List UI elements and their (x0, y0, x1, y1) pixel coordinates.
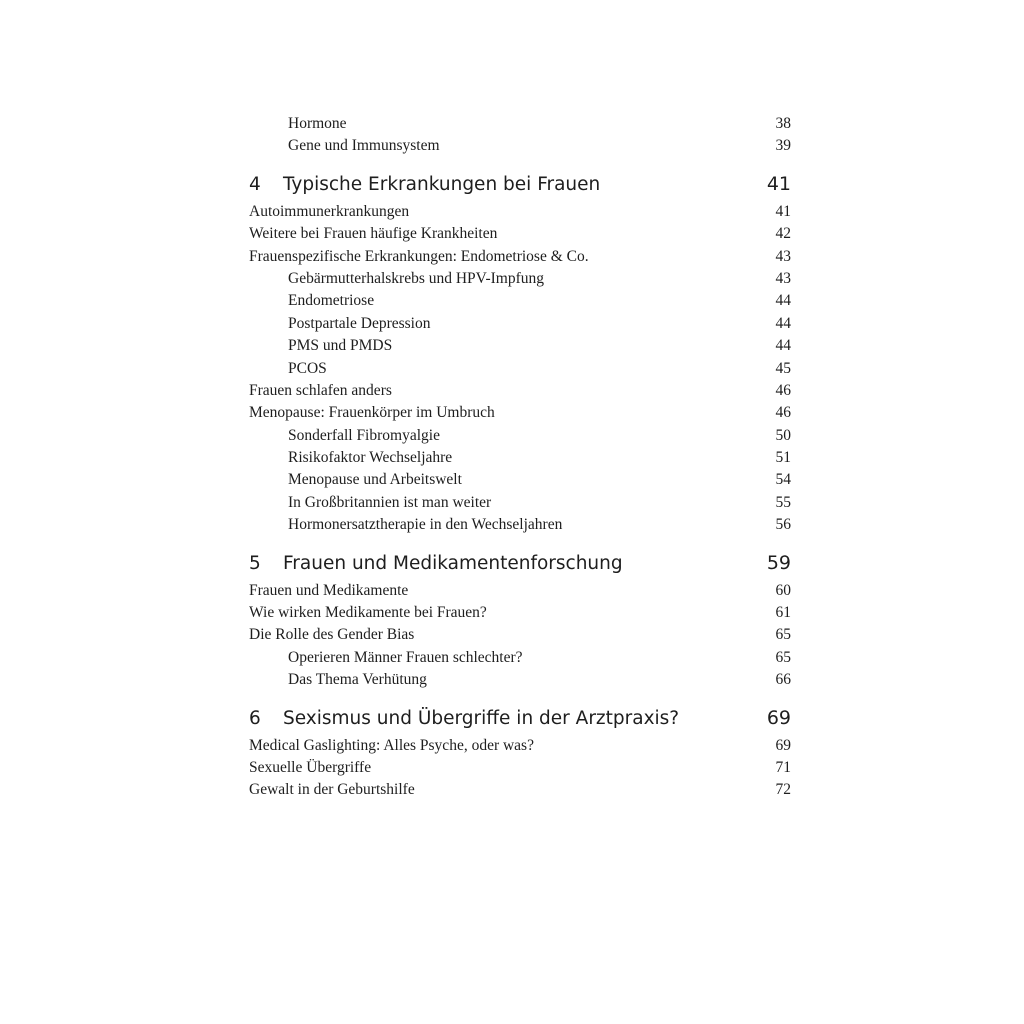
entry-title: Risikofaktor Wechseljahre (288, 449, 453, 467)
entry-title: Autoimmunerkrankungen (249, 202, 410, 220)
entry-page-number: 38 (775, 115, 791, 132)
chapter-number: 5 (249, 552, 261, 574)
entry-title: Sonderfall Fibromyalgie (288, 426, 440, 444)
entry-title: Die Rolle des Gender Bias (249, 626, 415, 644)
entry-title: Gewalt in der Geburtshilfe (249, 781, 415, 799)
toc-subsection-entry (249, 492, 791, 514)
entry-page-number: 55 (775, 493, 791, 511)
toc-subsection-entry (249, 268, 791, 290)
toc-subsection-entry (249, 335, 791, 357)
entry-title: Menopause und Arbeitswelt (288, 471, 462, 489)
entry-page-number: 50 (775, 426, 791, 444)
chapter-page-number: 59 (766, 551, 791, 574)
toc-section-entry (249, 201, 791, 223)
entry-page-number: 61 (775, 604, 791, 622)
entry-page-number: 60 (775, 581, 791, 599)
toc-section-entry (249, 757, 791, 779)
toc-section-entry (249, 580, 791, 602)
entry-page-number: 54 (775, 471, 791, 489)
entry-page-number: 46 (775, 404, 791, 422)
entry-title: Gene und Immunsystem (288, 137, 440, 155)
entry-title: Endometriose (288, 292, 375, 310)
entry-title: Gebärmutterhalskrebs und HPV-Impfung (288, 269, 544, 287)
chapter-heading (249, 550, 791, 576)
toc-subsection-entry (249, 447, 791, 469)
chapter-title: Sexismus und Übergriffe in der Arztpraxis? (283, 707, 680, 729)
entry-page-number: 65 (775, 626, 791, 644)
toc-subsection-entry (249, 135, 791, 157)
entry-title: Weitere bei Frauen häufige Krankheiten (249, 225, 498, 243)
entry-title: Hormonersatztherapie in den Wechseljahren (288, 516, 563, 534)
toc-section-entry (249, 602, 791, 624)
entry-page-number: 46 (775, 381, 791, 399)
entry-title: Sexuelle Übergriffe (249, 758, 372, 776)
entry-title: Menopause: Frauenkörper im Umbruch (249, 404, 495, 422)
chapter-title: Frauen und Medikamentenforschung (283, 552, 623, 574)
entry-title: Postpartale Depression (288, 314, 431, 332)
entry-title: Das Thema Verhütung (288, 671, 427, 689)
entry-page-number: 66 (775, 671, 791, 689)
toc-section-entry (249, 402, 791, 424)
entry-title: In Großbritannien ist man weiter (288, 493, 492, 511)
toc-subsection-entry (249, 425, 791, 447)
entry-page-number: 44 (775, 292, 791, 310)
chapter-heading-label (249, 172, 600, 198)
chapter-title: Typische Erkrankungen bei Frauen (283, 173, 601, 195)
toc-section-entry (249, 223, 791, 245)
entry-title: Frauenspezifische Erkrankungen: Endometriose & Co. (249, 247, 589, 265)
toc-subsection-entry (249, 113, 791, 135)
entry-page-number: 39 (775, 137, 791, 155)
chapter-page-number: 69 (766, 706, 791, 729)
toc-section-entry (249, 735, 791, 757)
chapter-number: 6 (249, 707, 261, 729)
chapter-heading-label (249, 706, 679, 732)
toc-subsection-entry (249, 669, 791, 691)
entry-page-number: 43 (775, 269, 791, 287)
toc-section-entry (249, 624, 791, 646)
toc-section-entry (249, 779, 791, 801)
entry-page-number: 43 (775, 247, 791, 265)
entry-title: Frauen und Medikamente (249, 581, 409, 599)
toc-subsection-entry (249, 469, 791, 491)
toc-subsection-entry (249, 313, 791, 335)
entry-page-number: 44 (775, 314, 791, 332)
toc-subsection-entry (249, 290, 791, 312)
entry-page-number: 44 (775, 337, 791, 355)
chapter-heading-label (249, 551, 623, 577)
entry-title: PCOS (288, 359, 327, 377)
table-of-contents (249, 113, 791, 802)
entry-page-number: 65 (775, 648, 791, 666)
toc-section-entry (249, 380, 791, 402)
entry-page-number: 71 (775, 758, 791, 776)
entry-title: Wie wirken Medikamente bei Frauen? (249, 604, 487, 622)
entry-title: Medical Gaslighting: Alles Psyche, oder was? (249, 736, 534, 754)
entry-page-number: 72 (775, 781, 791, 799)
entry-title: Operieren Männer Frauen schlechter? (288, 648, 523, 666)
entry-title: Frauen schlafen anders (249, 381, 392, 399)
chapter-heading (249, 705, 791, 731)
entry-page-number: 42 (775, 225, 791, 243)
toc-section-entry (249, 246, 791, 268)
entry-title: Hormone (288, 115, 347, 132)
toc-subsection-entry (249, 514, 791, 536)
chapter-page-number: 41 (766, 172, 791, 195)
toc-subsection-entry (249, 647, 791, 669)
entry-page-number: 56 (775, 516, 791, 534)
chapter-number: 4 (249, 173, 261, 195)
chapter-heading (249, 171, 791, 197)
entry-title: PMS und PMDS (288, 337, 393, 355)
entry-page-number: 41 (775, 202, 791, 220)
entry-page-number: 45 (775, 359, 791, 377)
entry-page-number: 51 (775, 449, 791, 467)
entry-page-number: 69 (775, 736, 791, 754)
toc-subsection-entry (249, 358, 791, 380)
